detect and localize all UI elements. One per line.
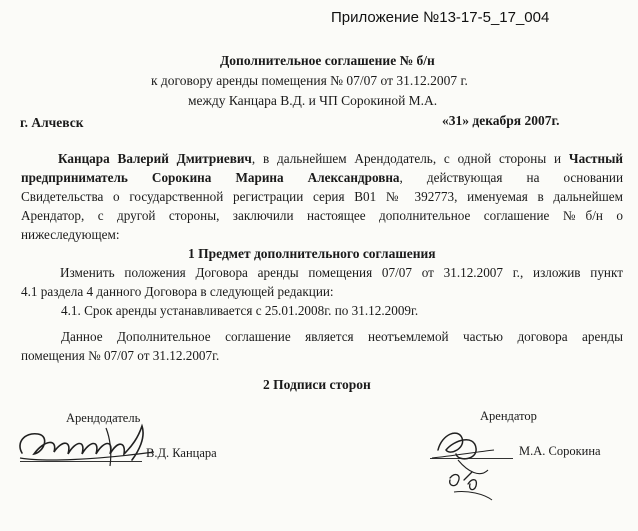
tenant-type: Частный xyxy=(568,151,623,166)
tenant-name-signature: М.А. Сорокина xyxy=(519,444,601,458)
tenant-label: Арендатор xyxy=(480,409,537,423)
title-contract-ref: к договору аренды помещения № 07/07 от 31.12.2007 г. xyxy=(151,73,468,88)
intro-line-1 xyxy=(21,149,623,168)
date-month-year: декабря 2007г. xyxy=(469,113,560,128)
section1-line-1: Изменить положения Договора аренды помещения 07/07 от 31.12.2007 г., изложив пункт xyxy=(60,265,623,280)
date-day: «31» xyxy=(442,113,469,128)
intro-text: , действующая на основании xyxy=(399,170,624,185)
title-parties: между Канцара В.Д. и ЧП Сорокиной М.А. xyxy=(188,93,438,108)
intro-text: , в дальнейшем Арендодатель, с одной стороны и xyxy=(251,151,569,166)
section1-line-3: 4.1. Срок аренды устанавливается с 25.01.2008г. по 31.12.2009г. xyxy=(61,303,419,318)
intro-paragraph xyxy=(21,149,623,244)
tenant-name: предприниматель Сорокина Марина Александровна xyxy=(21,170,400,185)
landlord-signature xyxy=(14,418,164,478)
section2-heading: 2 Подписи сторон xyxy=(263,377,371,392)
landlord-name-signature: В.Д. Канцара xyxy=(146,446,217,460)
closing-line-2: помещения № 07/07 от 31.12.2007г. xyxy=(21,348,220,363)
document-title: Дополнительное соглашение № б/н xyxy=(220,53,435,68)
intro-line-3: Свидетельства о государственной регистрации серия В01 № 392773, именуемая в дальнейшем xyxy=(21,189,623,204)
closing-paragraph xyxy=(21,327,623,365)
intro-line-4: Арендатор, с другой стороны, заключили настоящее дополнительное соглашение №б/н о xyxy=(21,208,623,223)
landlord-name: Канцара Валерий Дмитриевич xyxy=(58,151,252,166)
document-date xyxy=(442,113,559,129)
place: г. Алчевск xyxy=(20,115,84,130)
intro-line-2 xyxy=(21,168,623,187)
section1-heading: 1 Предмет дополнительного соглашения xyxy=(188,246,436,261)
intro-line-5: нижеследующем: xyxy=(21,227,120,242)
annex-number: Приложение №13-17-5_17_004 xyxy=(331,9,550,26)
section1-body xyxy=(21,263,623,320)
landlord-label: Арендодатель xyxy=(66,411,141,425)
section1-line-2: 4.1 раздела 4 данного Договора в следующей редакции: xyxy=(21,284,334,299)
closing-line-1: Данное Дополнительное соглашение является неотъемлемой частью договора аренды xyxy=(61,329,623,344)
tenant-signature xyxy=(428,420,508,510)
